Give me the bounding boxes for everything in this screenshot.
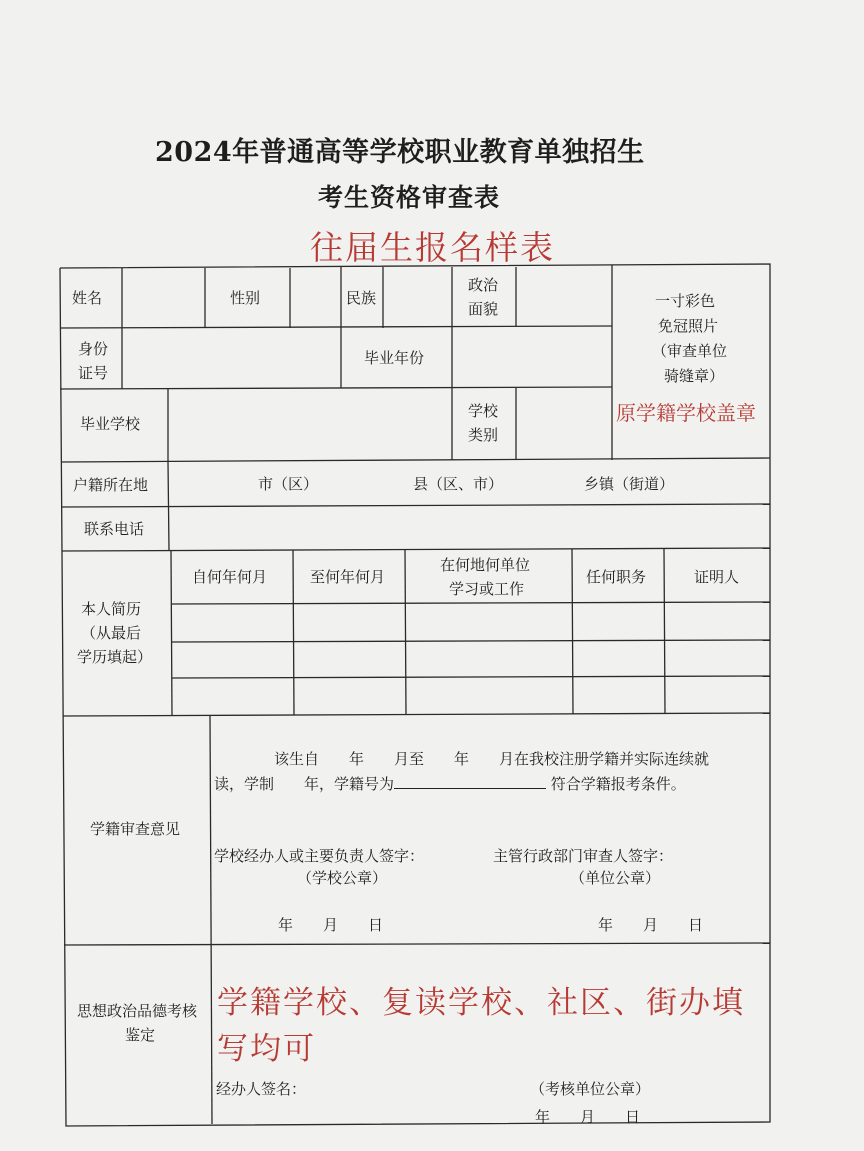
photo-note-line3: （审查单位 [652, 342, 728, 360]
label-moral-line1: 思想政治品德考核 [77, 1002, 198, 1020]
household-city: 市（区） [258, 475, 319, 493]
label-id-line1: 身份 [78, 340, 109, 358]
label-school-type-line1: 学校 [468, 402, 499, 420]
moral-red-note: 学籍学校、复读学校、社区、街办填写均可 [217, 985, 745, 1067]
label-enroll-review: 学籍审查意见 [90, 820, 181, 838]
photo-note-line1: 一寸彩色 [655, 292, 716, 310]
label-name: 姓名 [72, 289, 103, 307]
col-witness: 证明人 [694, 568, 740, 586]
household-county: 县（区、市） [413, 475, 504, 493]
enroll-line2-prefix: 读，学制 年，学籍号为 [214, 775, 395, 793]
moral-handler-sign: 经办人签名： [216, 1080, 307, 1098]
enroll-line1: 该生自 年 月至 年 月在我校注册学籍并实际连续就 [274, 750, 710, 768]
enroll-seal-left: （学校公章） [297, 869, 388, 887]
label-household: 户籍所在地 [73, 476, 149, 494]
col-where-line1: 在何地何单位 [440, 556, 531, 574]
enroll-line2-suffix: 符合学籍报考条件。 [550, 775, 686, 793]
enroll-seal-right: （单位公章） [570, 869, 661, 887]
label-grad-year: 毕业年份 [364, 349, 425, 367]
label-moral-line2: 鉴定 [125, 1026, 156, 1044]
sample-stamp-title: 往届生报名样表 [310, 228, 555, 267]
label-political-line2: 面貌 [468, 300, 499, 318]
student-id-blank [394, 773, 546, 789]
label-resume-line3: 学历填起） [77, 648, 153, 666]
label-grad-school: 毕业学校 [80, 415, 141, 433]
label-resume-line2: （从最后 [81, 624, 142, 642]
enroll-line2 [214, 773, 686, 794]
label-political-line1: 政治 [468, 276, 499, 294]
enroll-sign-right: 主管行政部门审查人签字： [493, 847, 674, 865]
photo-note-line2: 免冠照片 [658, 317, 719, 335]
photo-note-line4: 骑缝章） [664, 367, 725, 385]
enroll-sign-left: 学校经办人或主要负责人签字： [214, 847, 425, 865]
col-from: 自何年何月 [192, 568, 268, 586]
enroll-date-right: 年 月 日 [598, 916, 704, 934]
label-phone: 联系电话 [84, 520, 145, 538]
col-where-line2: 学习或工作 [449, 580, 525, 598]
photo-red-note: 原学籍学校盖章 [616, 401, 756, 425]
label-resume-line1: 本人简历 [81, 600, 142, 618]
moral-seal: （考核单位公章） [530, 1080, 651, 1098]
col-position: 任何职务 [586, 568, 647, 586]
enroll-date-left: 年 月 日 [278, 916, 384, 934]
form-title: 2024年普通高等学校职业教育单独招生 [155, 137, 645, 168]
label-ethnicity: 民族 [346, 289, 377, 307]
moral-date: 年 月 日 [535, 1108, 641, 1126]
household-town: 乡镇（街道） [584, 475, 675, 493]
form-subtitle: 考生资格审查表 [318, 183, 501, 212]
col-to: 至何年何月 [310, 568, 386, 586]
label-gender: 性别 [230, 289, 261, 307]
label-school-type-line2: 类别 [468, 426, 499, 444]
label-id-line2: 证号 [78, 364, 109, 382]
